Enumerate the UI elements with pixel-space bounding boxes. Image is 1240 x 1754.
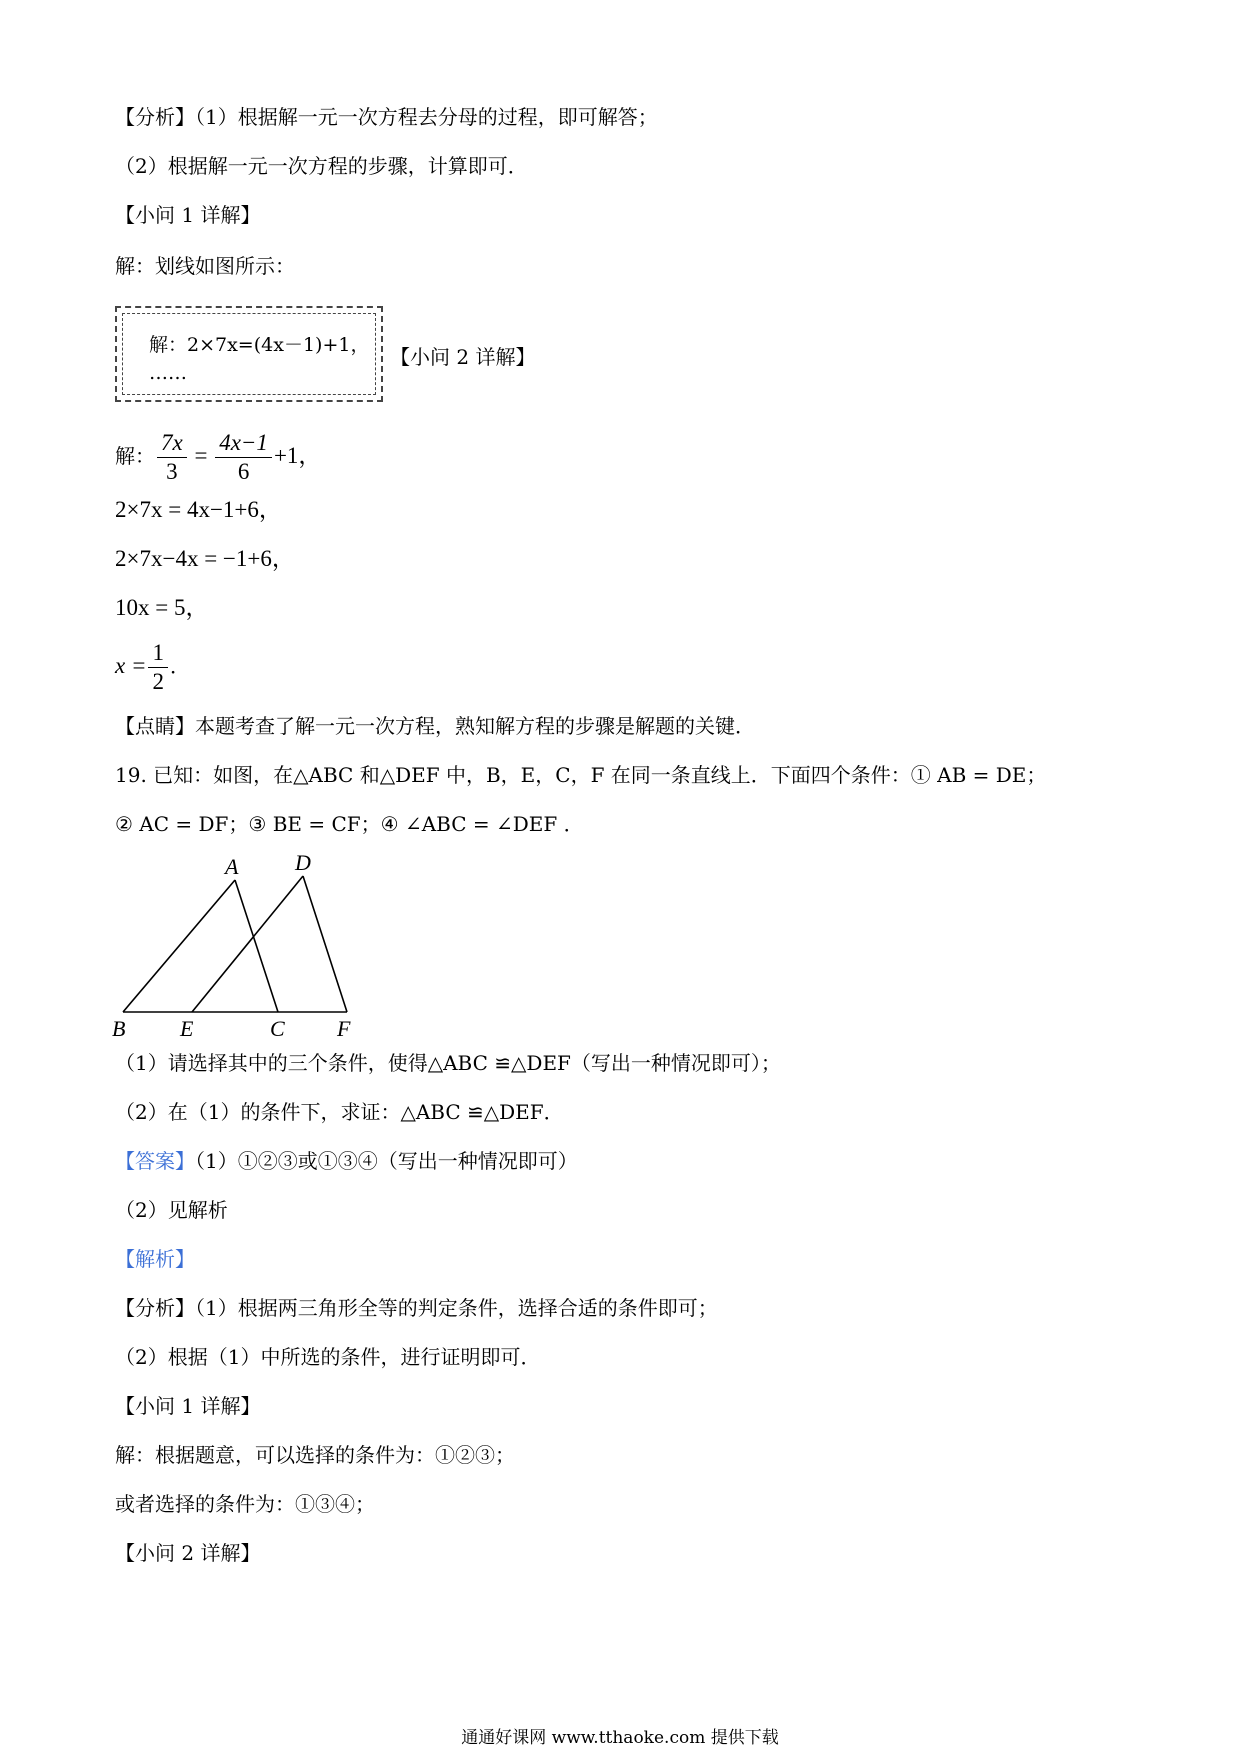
q19-solution-2: 或者选择的条件为：①③④； <box>115 1492 375 1516</box>
frac3-denominator: 2 <box>152 669 164 694</box>
segment-DE <box>192 876 303 1012</box>
segment-AC <box>235 880 278 1012</box>
answer-line <box>115 1148 578 1174</box>
q2-heading: 【小问 2 详解】 <box>390 345 536 369</box>
answer-line-2: （2）见解析 <box>115 1198 228 1222</box>
analysis-19-line-2: （2）根据（1）中所选的条件，进行证明即可． <box>115 1345 541 1369</box>
solution-line-5 <box>115 636 190 696</box>
sub-question-1: （1）请选择其中的三个条件，使得△ABC ≌△DEF（写出一种情况即可）； <box>115 1051 781 1075</box>
jiexi-tag: 【解析】 <box>115 1247 195 1271</box>
q19-heading-1: 【小问 1 详解】 <box>115 1394 261 1418</box>
fraction-1-over-2 <box>148 639 168 696</box>
q19-solution-1: 解：根据题意，可以选择的条件为：①②③； <box>115 1443 515 1467</box>
solution-line-3: 2×7x−4x = −1+6， <box>115 546 295 571</box>
box-line-2: …… <box>149 362 187 384</box>
segment-DF <box>303 876 347 1012</box>
frac3-numerator: 1 <box>148 639 168 668</box>
label-E: E <box>180 1016 194 1040</box>
question-19-line-2: ② AC = DF；③ BE = CF；④ ∠ABC = ∠DEF ． <box>115 812 584 836</box>
analysis-line-2: （2）根据解一元一次方程的步骤，计算即可． <box>115 154 528 178</box>
frac1-denominator: 3 <box>166 459 178 484</box>
underline-figure-box <box>115 306 383 402</box>
label-D: D <box>295 850 311 875</box>
frac1-numerator: 7x <box>157 429 187 458</box>
analysis-line-1: 【分析】（1）根据解一元一次方程去分母的过程，即可解答； <box>115 105 658 129</box>
label-B: B <box>112 1016 126 1040</box>
fraction-4x-1-over-6 <box>215 429 272 486</box>
segment-AB <box>123 880 235 1012</box>
frac2-denominator: 6 <box>237 459 250 484</box>
box-line-1: 解：2×7x=(4x－1)+1， <box>149 334 370 356</box>
answer-text: （1）①②③或①③④（写出一种情况即可） <box>195 1149 578 1173</box>
analysis-19-line-1: 【分析】（1）根据两三角形全等的判定条件，选择合适的条件即可； <box>115 1296 718 1320</box>
label-C: C <box>270 1016 285 1040</box>
sol-prefix: 解： <box>115 444 155 468</box>
triangle-figure <box>105 845 365 1040</box>
frac2-numerator: 4x−1 <box>215 429 272 458</box>
q1-heading: 【小问 1 详解】 <box>115 203 261 227</box>
sol-line-5-tail: ． <box>169 654 190 678</box>
solution-line-1: 解： $\frac{7x}{3}$ = $\frac{4x-1}{6}$ +1， <box>115 430 322 484</box>
question-19-line-1: 19. 已知：如图，在△ABC 和△DEF 中，B，E，C，F 在同一条直线上．下面四个条件：① AB = DE； <box>115 763 1047 787</box>
footer-watermark: 通通好课网 www.tthaoke.com 提供下载 <box>461 1728 779 1748</box>
fraction-7x-over-3 <box>157 429 187 486</box>
sub-question-2: （2）在（1）的条件下，求证：△ABC ≌△DEF． <box>115 1100 564 1124</box>
sol-line-5-prefix: x = <box>115 653 147 678</box>
solution-line-2: 2×7x = 4x−1+6， <box>115 497 282 522</box>
solution-line-4: 10x = 5， <box>115 595 209 620</box>
label-A: A <box>225 854 239 879</box>
answer-tag: 【答案】 <box>115 1149 195 1173</box>
sol-line-1-tail: +1， <box>273 443 322 468</box>
label-F: F <box>337 1016 351 1040</box>
q19-heading-2: 【小问 2 详解】 <box>115 1541 261 1565</box>
comment-line: 【点睛】本题考查了解一元一次方程，熟知解方程的步骤是解题的关键． <box>115 714 755 738</box>
q1-text: 解：划线如图所示： <box>115 254 295 278</box>
